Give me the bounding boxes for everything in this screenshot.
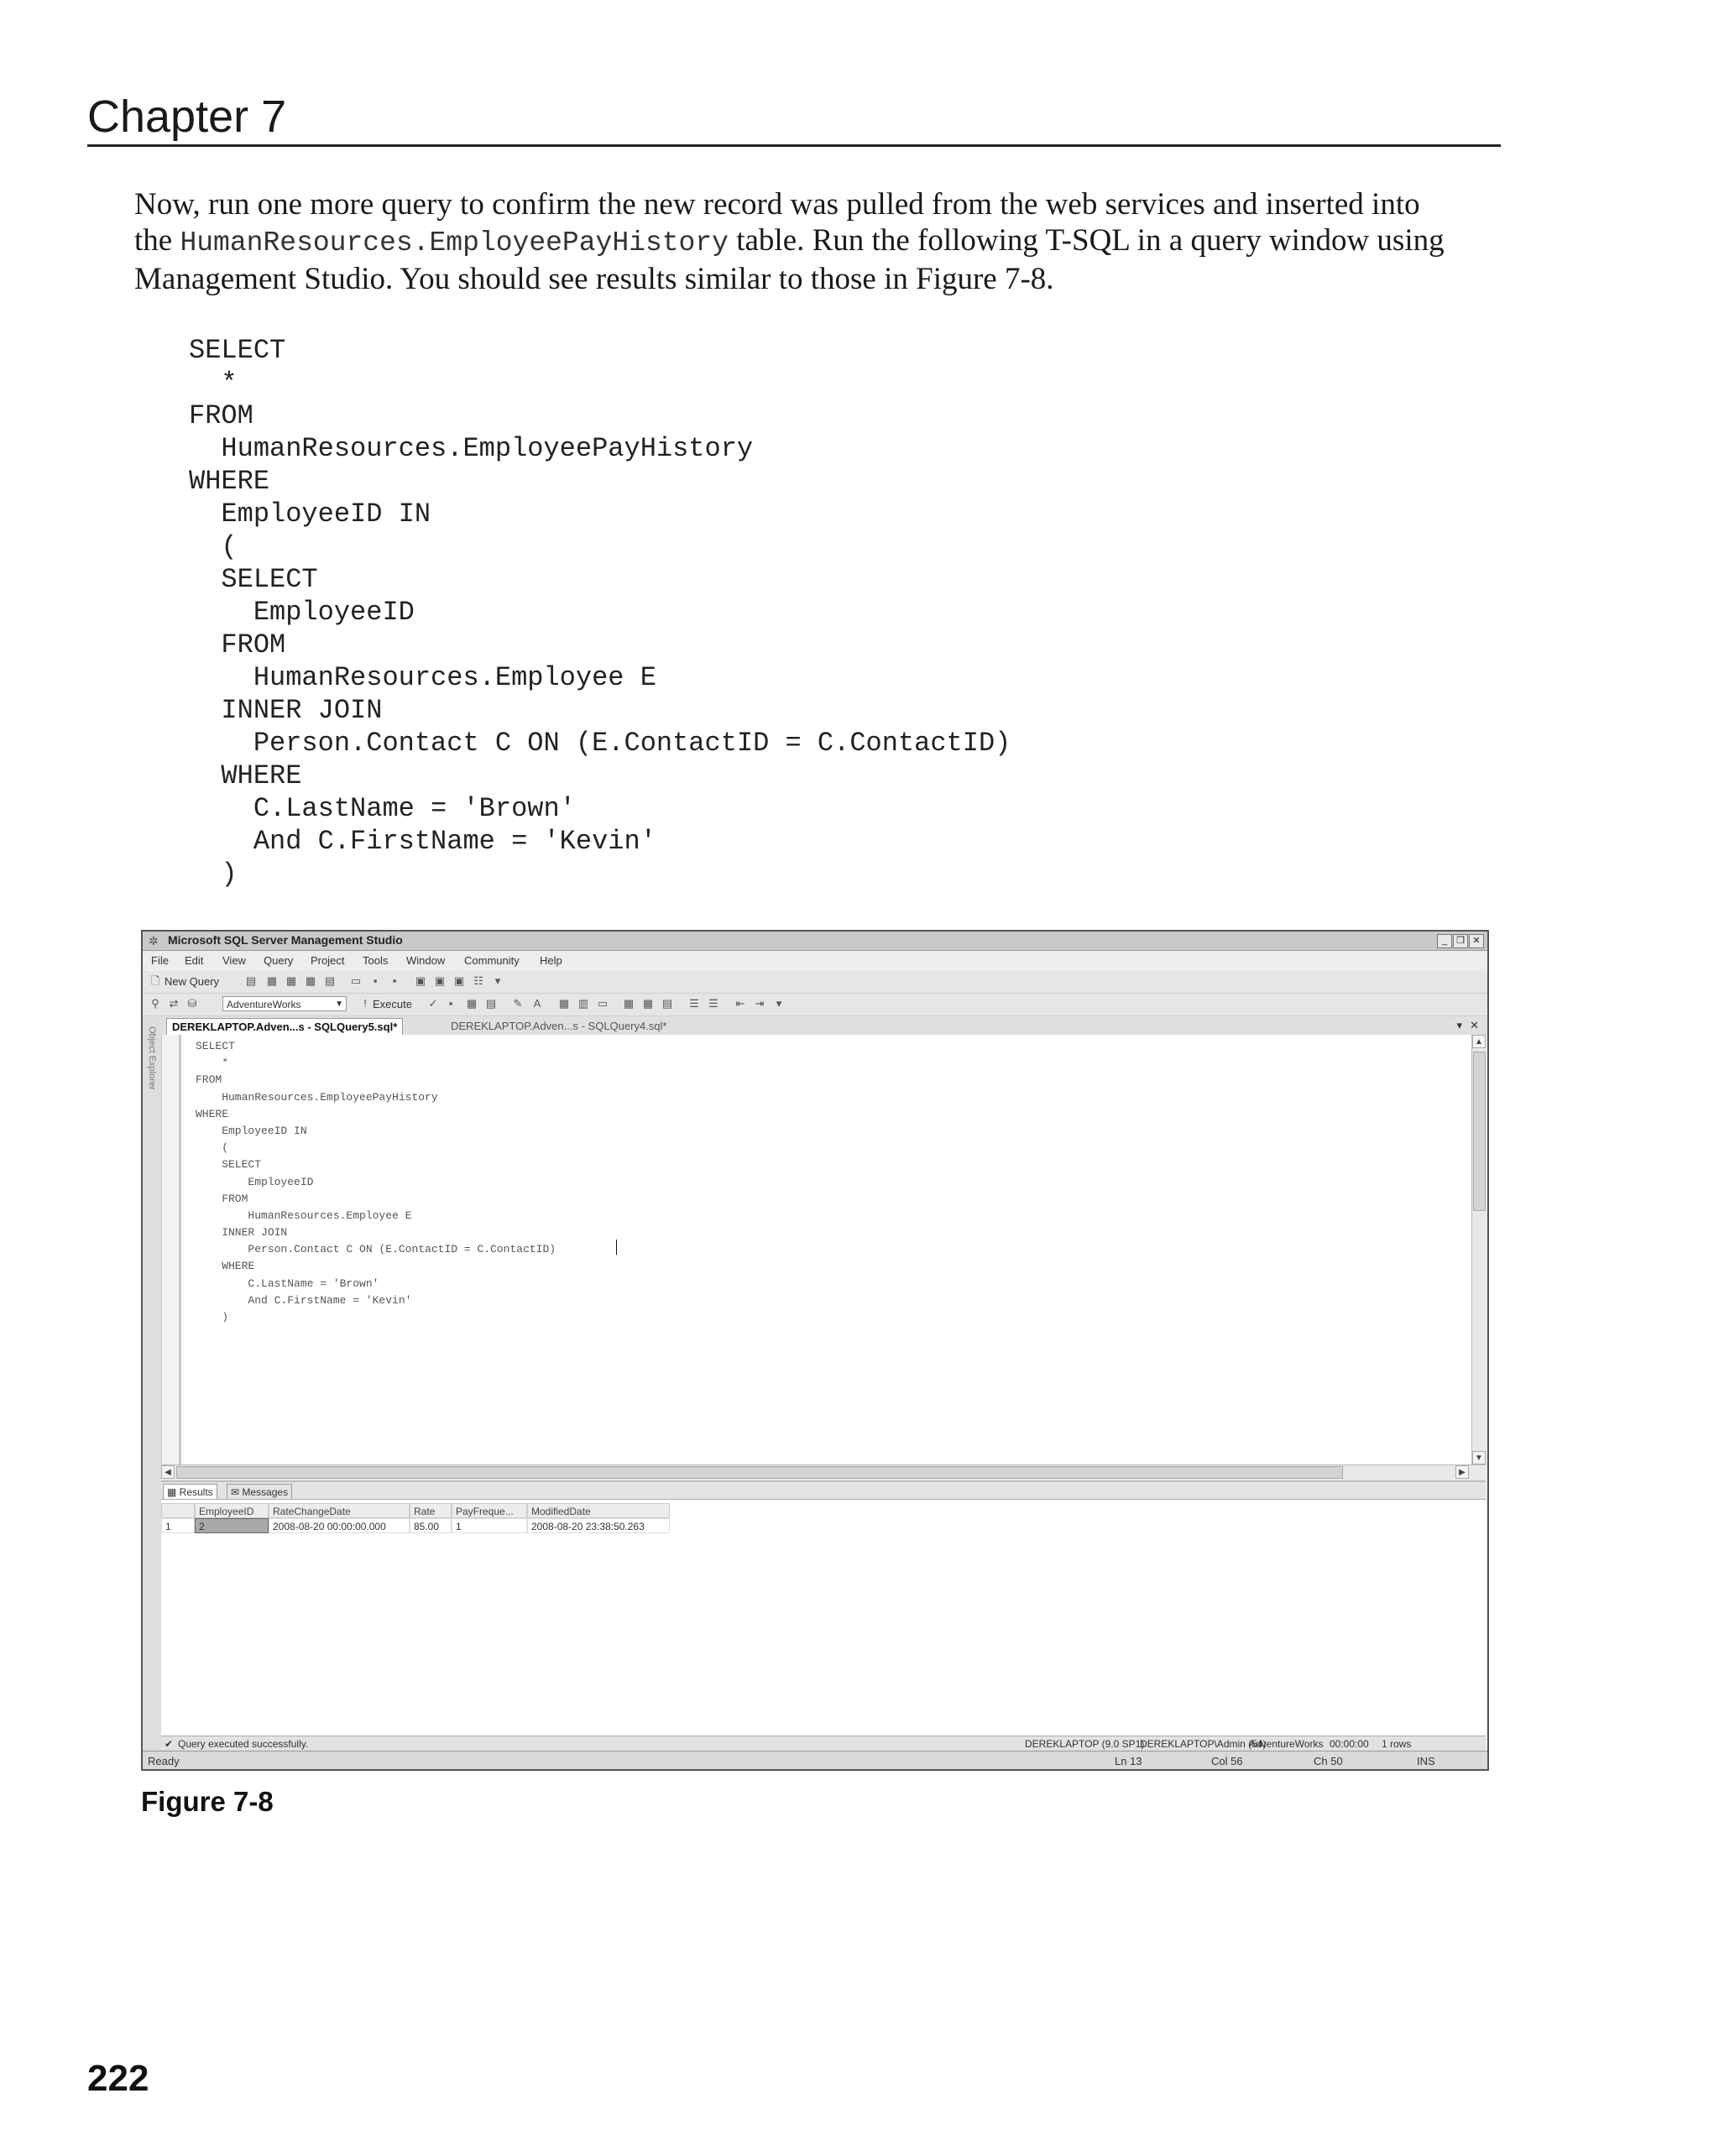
server-status: DEREKLAPTOP (9.0 SP1) [1025,1738,1145,1750]
intellisense-icon[interactable]: ✎ [513,997,523,1010]
estimated-plan-icon[interactable]: ▦ [466,997,478,1010]
code-line: INNER JOIN [189,695,383,726]
execute-icon[interactable]: ! [363,997,367,1010]
editor-code-line: And C.FirstName = 'Kevin' [196,1293,412,1307]
intro-line-3: Management Studio. You should see results similar to those in Figure 7-8. [134,262,1054,296]
scroll-left-icon[interactable]: ◀ [161,1465,175,1479]
editor-code-line: * [196,1057,229,1070]
mdx-query-icon[interactable]: ▦ [305,974,316,987]
column-header[interactable]: EmployeeID [195,1503,269,1518]
database-select[interactable] [222,996,347,1011]
connect-icon[interactable]: ⚲ [151,997,159,1010]
user-status: DEREKLAPTOP\Admin (54) [1140,1738,1267,1750]
editor-code-line: EmployeeID [196,1175,314,1188]
menu-tools[interactable]: Tools [363,954,389,967]
tab-sqlquery4[interactable]: DEREKLAPTOP.Adven...s - SQLQuery4.sql* [451,1020,667,1032]
editor-horizontal-scrollbar[interactable] [161,1464,1486,1480]
standard-toolbar [143,971,1487,994]
database-engine-query-icon[interactable]: ▦ [266,974,278,987]
column-indicator: Col 56 [1211,1755,1243,1767]
editor-code-line: FROM [196,1073,222,1087]
scroll-up-icon[interactable]: ▲ [1472,1035,1486,1048]
object-explorer-label: Object Explorer [147,1026,157,1090]
code-listing [189,334,1011,890]
query-toolbar [143,994,1487,1016]
vertical-scroll-thumb[interactable] [1473,1052,1486,1211]
editor-code-line: ( [196,1141,229,1155]
editor-code-line: FROM [196,1192,248,1205]
editor-code-line: C.LastName = 'Brown' [196,1276,379,1290]
menu-help[interactable]: Help [540,954,562,967]
code-line: C.LastName = 'Brown' [189,793,576,824]
editor-code-line: WHERE [196,1260,255,1273]
decrease-indent-icon[interactable]: ⇤ [735,997,745,1010]
editor-vertical-scrollbar[interactable] [1471,1035,1487,1464]
specify-values-icon[interactable]: A [533,997,541,1010]
menu-bar [143,951,1487,971]
column-header[interactable]: ModifiedDate [527,1503,670,1518]
editor-code-line: ) [196,1311,229,1323]
toolbar-options-icon[interactable]: ▾ [776,997,782,1010]
row-count: 1 rows [1382,1738,1412,1750]
code-line: * [189,368,238,399]
code-line: HumanResources.EmployeePayHistory [189,433,754,464]
save-all-icon[interactable]: ▪ [392,974,397,987]
include-plan-icon[interactable]: ▦ [558,997,570,1010]
results-tab-label: Results [179,1486,213,1498]
object-explorer-strip[interactable] [143,1016,162,1755]
uncomment-icon[interactable]: ☰ [708,997,718,1010]
ssms-app-icon: ✲ [149,934,159,947]
text-caret [616,1240,617,1255]
code-line: WHERE [189,760,302,791]
page-number: 222 [87,2058,149,2099]
parse-checkmark-icon[interactable]: ✓ [428,997,438,1010]
scroll-right-icon[interactable]: ▶ [1455,1465,1469,1479]
window-status-bar [143,1751,1487,1771]
query-designer-icon[interactable]: ▤ [485,997,497,1010]
results-tab[interactable] [163,1484,217,1501]
dmx-query-icon[interactable]: ▤ [324,974,336,987]
editor-code-line: HumanResources.EmployeePayHistory [196,1090,438,1104]
query-editor[interactable] [161,1035,1471,1464]
editor-gutter [162,1035,181,1464]
new-file-icon[interactable]: ▤ [245,974,257,987]
code-line: FROM [189,629,286,660]
column-header[interactable]: PayFreque... [452,1503,527,1518]
database-select-value: AdventureWorks [227,999,301,1010]
database-status: AdventureWorks [1249,1738,1324,1750]
code-line: WHERE [189,466,270,497]
minimize-button[interactable]: _ [1437,934,1452,948]
code-line: SELECT [189,335,286,366]
available-databases-icon[interactable]: ⛁ [187,997,197,1010]
tab-list-dropdown-icon[interactable]: ▾ [1456,1019,1462,1031]
results-tab-strip [161,1480,1486,1501]
code-line: EmployeeID [189,597,415,628]
restore-button[interactable]: ❐ [1453,934,1468,948]
menu-edit[interactable]: Edit [185,954,204,967]
chevron-down-icon: ▼ [335,1000,343,1009]
menu-query[interactable]: Query [264,954,294,967]
success-icon: ✔ [165,1738,174,1750]
message-icon: ✉ [231,1486,243,1498]
chapter-title: Chapter 7 [87,91,287,142]
object-explorer-icon[interactable]: ▣ [434,974,446,987]
execute-button[interactable]: Execute [373,998,412,1010]
results-to-text-icon[interactable]: ▭ [597,997,609,1010]
new-query-icon[interactable]: 🗋 [150,974,160,987]
code-line: SELECT [189,564,318,595]
inline-code-table-name: HumanResources.EmployeePayHistory [180,227,729,258]
intro-line-1: Now, run one more query to confirm the new record was pulled from the web services and inserted into [134,187,1420,222]
code-line: Person.Contact C ON (E.ContactID = C.ContactID) [189,728,1011,759]
editor-code [196,1038,556,1326]
chapter-rule [87,144,1501,147]
intro-line-2-post: table. Run the following T-SQL in a query window using [728,223,1445,258]
cancel-query-icon[interactable]: ▪ [448,997,453,1010]
elapsed-time: 00:00:00 [1330,1738,1369,1750]
code-line: EmployeeID IN [189,499,431,530]
editor-code-line: HumanResources.Employee E [196,1209,412,1222]
figure-caption: Figure 7-8 [141,1786,274,1817]
query-status-bar [161,1736,1486,1751]
intro-line-2-pre: the [134,223,180,258]
editor-code-line: SELECT [196,1040,235,1052]
close-tab-icon[interactable]: ✕ [1470,1019,1479,1031]
results-grid [161,1499,1486,1749]
code-line: HumanResources.Employee E [189,662,656,693]
intro-line-2 [134,222,1502,261]
window-titlebar [143,932,1487,951]
messages-tab-label: Messages [242,1486,289,1498]
results-to-file-icon[interactable]: ▦ [642,997,654,1010]
row-header-corner [161,1503,195,1518]
table-cell[interactable]: 2008-08-20 00:00:00.000 [269,1518,410,1533]
menu-project[interactable]: Project [311,954,345,967]
template-explorer-icon[interactable]: ▣ [453,974,465,987]
code-line: ( [189,531,238,562]
open-file-icon[interactable]: ▭ [350,974,362,987]
window-title: Microsoft SQL Server Management Studio [168,933,403,947]
increase-indent-icon[interactable]: ⇥ [755,997,765,1010]
editor-code-line: INNER JOIN [196,1226,288,1240]
document-tab-strip [161,1016,1487,1036]
registered-servers-icon[interactable]: ▣ [415,974,426,987]
analysis-query-icon[interactable]: ▦ [285,974,297,987]
code-line: And C.FirstName = 'Kevin' [189,826,656,857]
line-indicator: Ln 13 [1115,1755,1142,1767]
char-indicator: Ch 50 [1314,1755,1343,1767]
row-number[interactable]: 1 [161,1518,195,1533]
table-cell-selected[interactable]: 2 [195,1518,269,1533]
client-statistics-icon[interactable]: ▥ [577,997,589,1010]
properties-icon[interactable]: ☷ [473,974,483,987]
column-header[interactable]: RateChangeDate [269,1503,410,1518]
ssms-window [141,930,1489,1771]
menu-view[interactable]: View [222,954,246,967]
menu-window[interactable]: Window [406,954,446,967]
table-cell[interactable]: 2008-08-20 23:38:50.263 [527,1518,670,1533]
save-icon[interactable]: ▪ [373,974,378,987]
scroll-down-icon[interactable]: ▼ [1472,1451,1486,1464]
toolbar-options-icon[interactable]: ▾ [494,974,501,987]
ready-status: Ready [148,1755,180,1767]
menu-community[interactable]: Community [464,954,520,967]
table-cell[interactable]: 85.00 [410,1518,452,1533]
new-query-button[interactable]: New Query [165,975,220,988]
horizontal-scroll-thumb[interactable] [176,1466,1343,1479]
query-status-message: Query executed successfully. [178,1738,309,1750]
column-header[interactable]: Rate [410,1503,452,1518]
results-to-icon[interactable]: ▤ [661,997,673,1010]
intro-paragraph [134,186,1502,297]
results-to-grid-icon[interactable]: ▦ [623,997,635,1010]
change-connection-icon[interactable]: ⇄ [169,997,179,1010]
close-button[interactable]: ✕ [1469,934,1484,948]
menu-file[interactable]: File [151,954,169,967]
comment-icon[interactable]: ☰ [689,997,699,1010]
messages-tab[interactable] [227,1484,292,1501]
table-cell[interactable]: 1 [452,1518,527,1533]
insert-mode-indicator: INS [1417,1755,1435,1767]
editor-code-line: SELECT [196,1158,262,1172]
editor-code-line: EmployeeID IN [196,1124,307,1137]
code-line: ) [189,859,238,890]
editor-code-line: Person.Contact C ON (E.ContactID = C.ContactID) [196,1243,556,1256]
tab-sqlquery5[interactable]: DEREKLAPTOP.Adven...s - SQLQuery5.sql* [166,1018,403,1036]
code-line: FROM [189,400,253,431]
editor-code-line: WHERE [196,1107,229,1120]
grid-icon: ▦ [167,1486,180,1498]
